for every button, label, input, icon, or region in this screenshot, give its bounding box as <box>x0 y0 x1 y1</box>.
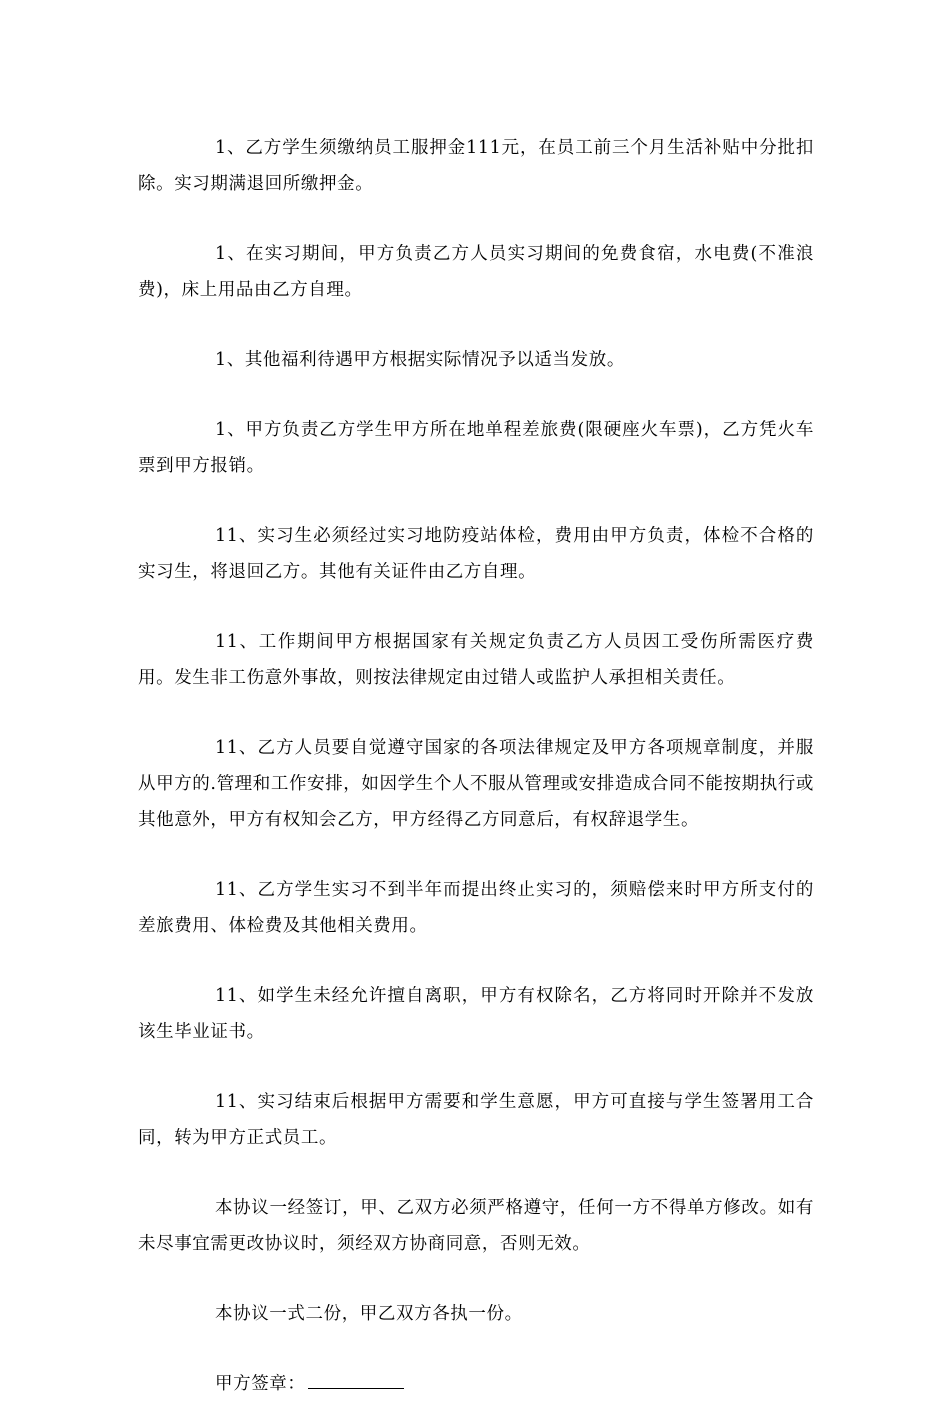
clause-accommodation: 1、在实习期间，甲方负责乙方人员实习期间的免费食宿，水电费(不准浪费)，床上用品由乙方自理。 <box>138 244 814 300</box>
clause-rules: 11、乙方人员要自觉遵守国家的各项法律规定及甲方各项规章制度，并服从甲方的.管理和工作安排，如因学生个人不服从管理或安排造成合同不能按期执行或其他意外，甲方有权知会乙方，甲方经得乙方同意后，有权辞退学生。 <box>138 738 814 830</box>
clause-employment: 11、实习结束后根据甲方需要和学生意愿，甲方可直接与学生签署用工合同，转为甲方正式员工。 <box>138 1092 814 1148</box>
clause-health-check: 11、实习生必须经过实习地防疫站体检，费用由甲方负责，体检不合格的实习生，将退回乙方。其他有关证件由乙方自理。 <box>138 526 814 582</box>
document-page <box>138 130 814 1402</box>
party-a-signature <box>138 1366 814 1402</box>
clause-resignation: 11、如学生未经允许擅自离职，甲方有权除名，乙方将同时开除并不发放该生毕业证书。 <box>138 986 814 1042</box>
clause-copies: 本协议一式二份，甲乙双方各执一份。 <box>215 1304 523 1324</box>
clause-benefits: 1、其他福利待遇甲方根据实际情况予以适当发放。 <box>215 350 625 370</box>
clause-deposit: 1、乙方学生须缴纳员工服押金111元，在员工前三个月生活补贴中分批扣除。实习期满退回所缴押金。 <box>138 138 814 194</box>
signature-label: 甲方签章： <box>215 1374 306 1394</box>
clause-amendment: 本协议一经签订，甲、乙双方必须严格遵守，任何一方不得单方修改。如有未尽事宜需更改协议时，须经双方协商同意，否则无效。 <box>138 1198 814 1254</box>
signature-blank-line <box>308 1368 404 1389</box>
clause-termination: 11、乙方学生实习不到半年而提出终止实习的，须赔偿来时甲方所支付的差旅费用、体检费及其他相关费用。 <box>138 880 814 936</box>
clause-injury: 11、工作期间甲方根据国家有关规定负责乙方人员因工受伤所需医疗费用。发生非工伤意外事故，则按法律规定由过错人或监护人承担相关责任。 <box>138 632 814 688</box>
clause-travel: 1、甲方负责乙方学生甲方所在地单程差旅费(限硬座火车票)，乙方凭火车票到甲方报销。 <box>138 420 814 476</box>
